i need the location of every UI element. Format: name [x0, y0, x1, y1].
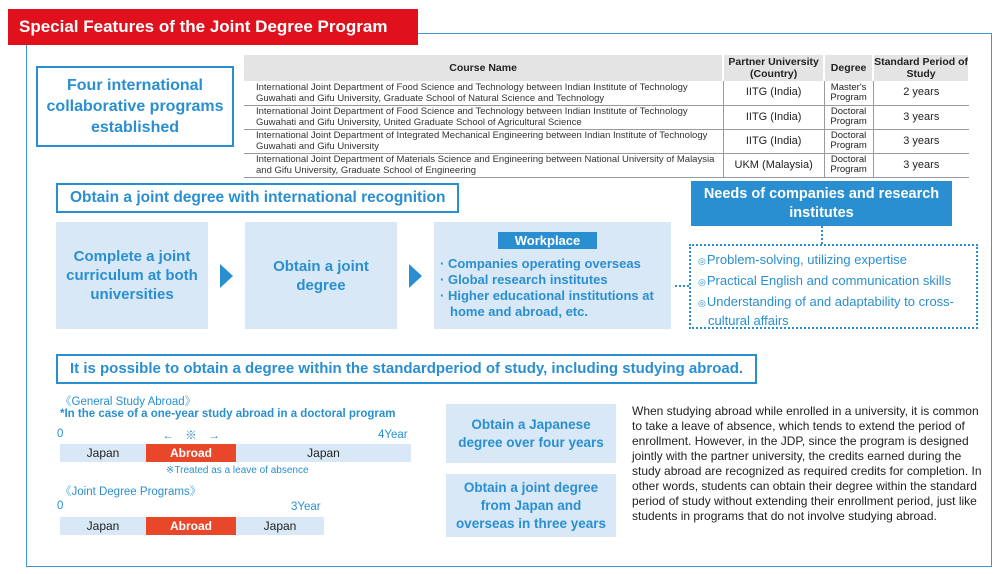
partner-university: UKM (Malaysia): [723, 153, 824, 177]
study-period: 2 years: [873, 81, 969, 105]
header-degree: Degree: [824, 55, 873, 81]
workplace-list: [440, 256, 670, 320]
partner-university: IITG (India): [723, 129, 824, 153]
general-title: 《General Study Abroad》: [60, 396, 197, 408]
joint-start: 0: [57, 500, 64, 512]
header-period: Standard Period of Study: [874, 56, 969, 80]
step-obtain-degree: Obtain a joint degree: [245, 222, 397, 329]
needs-item: ◎Understanding of and adaptability to cross-cultural affairs: [698, 294, 955, 328]
connector-line: [821, 226, 823, 244]
course-name: International Joint Department of Food Science and Technology between Indian Institute of Technology Guwahati and Gifu University, Graduate School of Natural Science and Technology: [244, 81, 723, 105]
step-complete-curriculum: Complete a joint curriculum at both universities: [56, 222, 208, 329]
general-seg-abroad: Abroad: [146, 444, 236, 462]
partner-university: IITG (India): [723, 81, 824, 105]
workplace-item: · Companies operating overseas: [440, 256, 641, 271]
joint-title: 《Joint Degree Programs》: [60, 486, 202, 498]
standard-period-header: It is possible to obtain a degree within the standardperiod of study, including studying abroad.: [56, 354, 757, 384]
general-start: 0: [57, 428, 64, 440]
needs-item: ◎Practical English and communication skills: [698, 273, 952, 288]
course-name: International Joint Department of Materials Science and Engineering between National University of Malaysia and Gifu University, Graduate School of Engineering: [244, 153, 723, 177]
course-name: International Joint Department of Food Science and Technology between Indian Institute of Technology Guwahati and Gifu University, United Graduate School of Agricultural Science: [244, 105, 723, 129]
degree-type: Doctoral Program: [824, 153, 873, 177]
workplace-item: · Higher educational institutions at home and abroad, etc.: [440, 288, 654, 319]
degree-type: Doctoral Program: [824, 129, 873, 153]
needs-list: [689, 244, 978, 329]
arrow-right-icon: [220, 264, 233, 288]
header-partner: Partner University (Country): [723, 55, 824, 81]
joint-end: 3Year: [291, 501, 321, 513]
general-note: *In the case of a one-year study abroad in a doctoral program: [60, 408, 396, 420]
study-period: 3 years: [873, 153, 969, 177]
result-joint-degree: Obtain a joint degree from Japan and overseas in three years: [446, 474, 616, 537]
joint-seg-japan-2: Japan: [236, 517, 324, 535]
table-row: [244, 153, 969, 177]
workplace-label: Workplace: [498, 232, 597, 249]
general-seg-japan: Japan: [60, 444, 146, 462]
four-programs-box: Four international collaborative programs established: [36, 66, 234, 147]
table-row: [244, 81, 969, 105]
workplace-item: · Global research institutes: [440, 272, 608, 287]
study-period: 3 years: [873, 129, 969, 153]
needs-item: ◎Problem-solving, utilizing expertise: [698, 252, 908, 267]
joint-seg-japan: Japan: [60, 517, 146, 535]
general-seg-japan-2: Japan: [236, 444, 411, 462]
partner-university: IITG (India): [723, 105, 824, 129]
course-table: [244, 55, 970, 178]
recognition-header: Obtain a joint degree with international recognition: [56, 183, 459, 213]
page-title: Special Features of the Joint Degree Program: [8, 9, 418, 45]
study-period: 3 years: [873, 105, 969, 129]
joint-seg-abroad: Abroad: [146, 517, 236, 535]
result-japanese-degree: Obtain a Japanese degree over four years: [446, 404, 616, 463]
table-row: [244, 129, 969, 153]
workplace-box: [434, 222, 671, 329]
connector-line: [675, 285, 689, 287]
general-footnote: ※Treated as a leave of absence: [166, 465, 309, 476]
arrow-right-icon: [409, 264, 422, 288]
table-row: [244, 105, 969, 129]
header-course-name: Course Name: [244, 55, 723, 81]
general-arrow: ← ※ →: [162, 430, 220, 442]
degree-type: Master's Program: [824, 81, 873, 105]
course-name: International Joint Department of Integrated Mechanical Engineering between Indian Institute of Technology Guwahati and Gifu University: [244, 129, 723, 153]
general-end: 4Year: [378, 429, 408, 441]
explanation-paragraph: When studying abroad while enrolled in a university, it is common to take a leave of absence, which tends to extend the period of enrollment. However, in the JDP, since the program is designed jointly with the partner university, the credits earned during the study abroad are recognized as required credits for completion. In other words, students can obtain their degree within the standard period of study without extending their enrollment period, just like students in programs that do not involve studying abroad.: [632, 404, 982, 523]
degree-type: Doctoral Program: [824, 105, 873, 129]
needs-title: Needs of companies and research institutes: [691, 181, 952, 226]
